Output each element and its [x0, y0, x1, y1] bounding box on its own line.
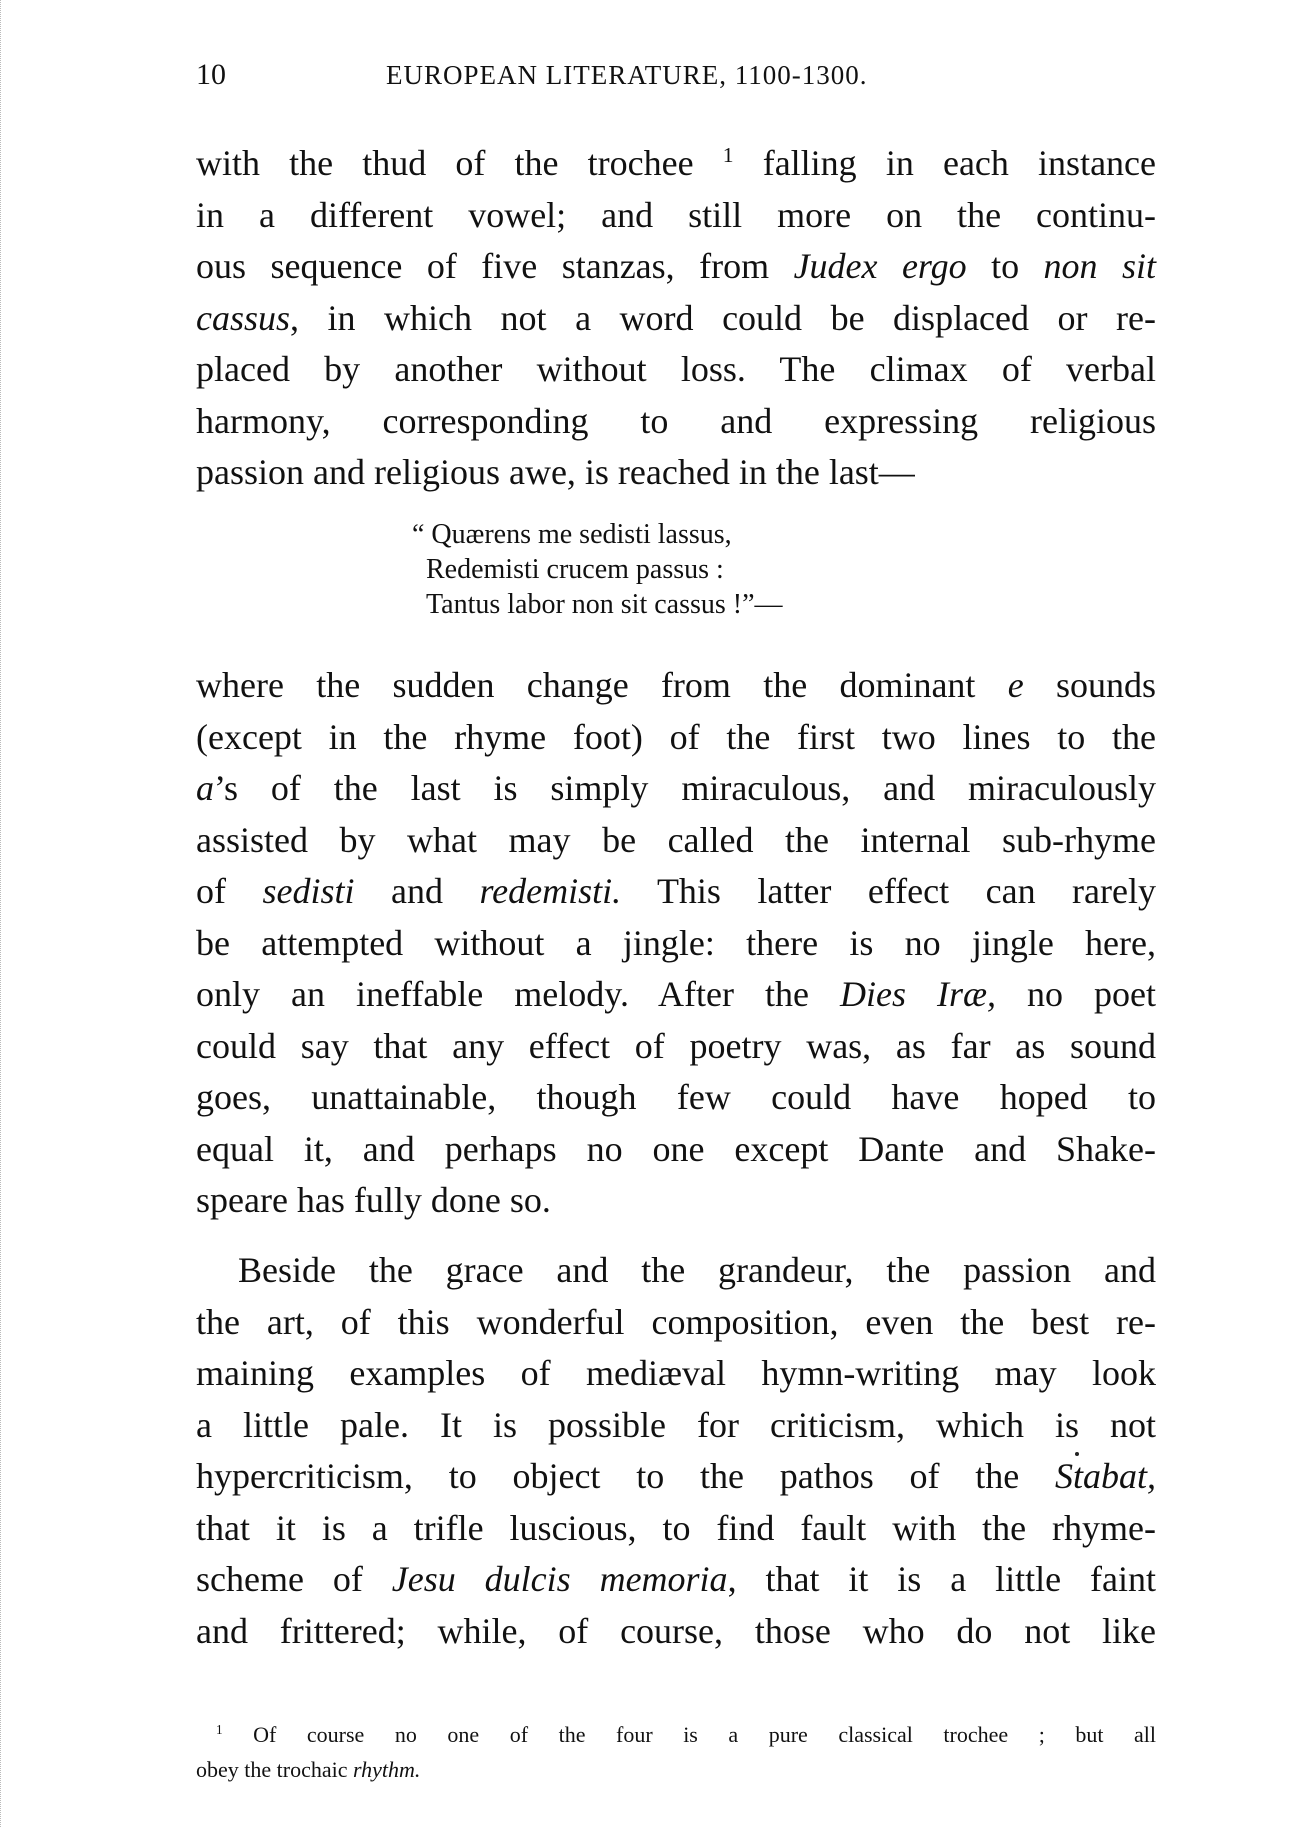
page-number: 10 — [196, 58, 226, 91]
verse-quotation — [412, 517, 783, 622]
text-run: no poet — [996, 974, 1157, 1014]
scan-edge-marks — [0, 0, 7, 1827]
text-run: speare has fully done so. — [196, 1180, 551, 1220]
text-line — [196, 969, 1156, 1021]
text-line — [196, 138, 1156, 190]
text-line — [196, 1297, 1156, 1349]
text-line — [196, 763, 1156, 815]
text-line — [196, 293, 1156, 345]
running-head — [196, 58, 1156, 98]
text-line — [196, 712, 1156, 764]
text-run: Beside the grace and the grandeur, the passion and — [238, 1250, 1156, 1290]
italic-phrase: Judex ergo — [793, 246, 967, 286]
footnote-text-2: obey the trochaic — [196, 1757, 353, 1782]
paragraph-2 — [196, 660, 1156, 1227]
footnote — [196, 1717, 1156, 1787]
text-run: and frittered; while, of course, those who do not like — [196, 1610, 1156, 1651]
text-line — [196, 1348, 1156, 1400]
verse-line: Redemisti crucem passus : — [426, 554, 724, 585]
text-run: , in which not a word could be displaced or re- — [290, 297, 1156, 338]
footnote-line-1 — [196, 1717, 1156, 1752]
text-run: with the thud of the trochee — [196, 143, 694, 183]
text-run: be attempted without a jingle: there is no jingle here, — [196, 922, 1156, 963]
text-line — [196, 815, 1156, 867]
text-run: goes, unattainable, though few could have hoped to — [196, 1077, 1156, 1117]
text-run: only an ineffable melody. After the — [196, 974, 840, 1014]
text-run: hypercriticism, to object to the pathos of the — [196, 1456, 1055, 1496]
footnote-line-2 — [196, 1752, 1156, 1787]
verse-line: “ Quærens me sedisti lassus, — [412, 519, 732, 550]
text-line — [196, 190, 1156, 242]
text-line — [196, 866, 1156, 918]
paragraph-3 — [196, 1245, 1156, 1657]
italic-phrase: non sit — [1043, 246, 1156, 286]
text-line — [196, 1503, 1156, 1555]
text-line — [196, 344, 1156, 396]
text-run: , that it is a little faint — [727, 1559, 1157, 1599]
text-line — [196, 1124, 1156, 1176]
text-run: that it is a trifle luscious, to find fault with the rhyme- — [196, 1507, 1156, 1548]
text-run: passion and religious awe, is reached in the last— — [196, 452, 915, 492]
running-title: EUROPEAN LITERATURE, 1100-1300. — [386, 60, 868, 90]
text-run: to — [966, 246, 1044, 286]
text-run: assisted by what may be called the internal sub-rhyme — [196, 819, 1156, 860]
footnote-text-1: Of course no one of the four is a pure classical trochee ; but all — [253, 1722, 1156, 1747]
italic-phrase: cassus — [196, 297, 291, 338]
text-line — [196, 396, 1156, 448]
text-run: sounds — [1023, 665, 1156, 705]
italic-phrase: Jesu dulcis memoria — [391, 1559, 728, 1599]
text-run: ous sequence of five stanzas, from — [196, 246, 794, 286]
text-line — [196, 1606, 1156, 1658]
text-run: and — [354, 871, 480, 911]
text-run: where the sudden change from the dominant — [196, 665, 1008, 705]
paragraph-1 — [196, 138, 1156, 499]
italic-phrase: redemisti. — [479, 871, 622, 911]
text-run: of — [196, 871, 263, 911]
italic-phrase: e — [1007, 665, 1024, 705]
verse-line: Tantus labor non sit cassus !”— — [426, 589, 783, 620]
italic-phrase: sedisti — [262, 871, 355, 911]
footnote-marker: 1 — [216, 1722, 223, 1738]
footnote-reference[interactable]: 1 — [722, 143, 734, 168]
text-line — [196, 1400, 1156, 1452]
italic-phrase: Dies Iræ, — [839, 974, 996, 1014]
text-line — [196, 1451, 1156, 1503]
text-line — [196, 1245, 1156, 1297]
text-line — [196, 241, 1156, 293]
italic-phrase: Stabat, — [1054, 1456, 1156, 1496]
text-run: a little pale. It is possible for criticism, which is not — [196, 1404, 1156, 1445]
text-run: ’s of the last is simply miraculous, and miraculously — [214, 768, 1156, 808]
text-run: scheme of — [196, 1559, 392, 1599]
text-line — [196, 1554, 1156, 1606]
text-line — [196, 1072, 1156, 1124]
italic-phrase: a — [196, 768, 214, 808]
text-line — [196, 660, 1156, 712]
text-run: placed by another without loss. The climax of verbal — [196, 349, 1156, 389]
scan-speck — [1075, 1452, 1079, 1456]
text-line — [196, 447, 1156, 499]
text-run: equal it, and perhaps no one except Dante and Shake- — [196, 1128, 1156, 1169]
footnote-italic: rhythm. — [353, 1757, 421, 1782]
text-run: maining examples of mediæval hymn-writing may look — [196, 1353, 1156, 1393]
text-run: in a different vowel; and still more on the continu- — [196, 194, 1156, 235]
text-run: the art, of this wonderful composition, even the best re- — [196, 1301, 1156, 1342]
text-line — [196, 918, 1156, 970]
text-run: harmony, corresponding to and expressing religious — [196, 400, 1156, 441]
text-run: (except in the rhyme foot) of the first two lines to the — [196, 716, 1156, 757]
text-run: This latter effect can rarely — [621, 871, 1156, 911]
text-run: could say that any effect of poetry was, as far as sound — [196, 1025, 1156, 1066]
text-line — [196, 1021, 1156, 1073]
text-line — [196, 1175, 1156, 1227]
text-run: falling in each instance — [733, 143, 1157, 183]
